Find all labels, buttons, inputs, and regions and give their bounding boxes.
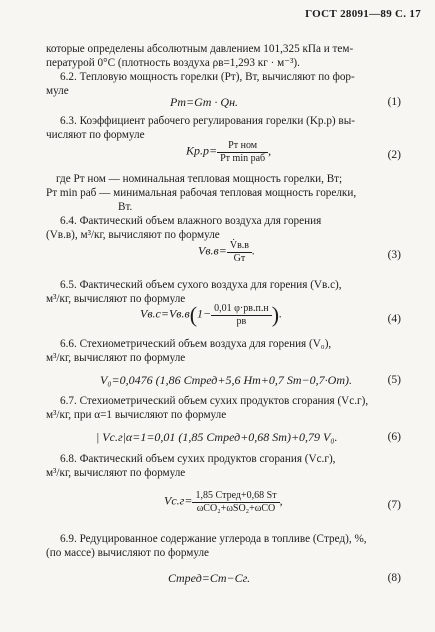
paragraph-6-2: 6.2. Тепловую мощность горелки (Pт), Вт, вычисляют по фор-	[60, 71, 355, 83]
formula-8: Cтред=Cт−Cг.	[168, 571, 251, 585]
paragraph-line: м³/кг, вычисляют по формуле	[46, 467, 186, 479]
fraction-denominator: pв	[236, 315, 247, 327]
formula-7-fraction	[192, 490, 279, 514]
fraction-denominator: Pт min раб	[220, 152, 266, 164]
fraction-denominator: ωCO₂+ωSO₂+ωCO	[196, 502, 276, 514]
definition-line: Вт.	[118, 201, 133, 213]
paragraph-line: (Vв.в), м³/кг, вычисляют по формуле	[46, 229, 220, 241]
definition-line: где Pт ном — номинальная тепловая мощность горелки, Вт;	[56, 173, 343, 185]
formula-7-tail: ,	[279, 493, 283, 508]
paragraph-line: (по массе) вычисляют по формуле	[46, 547, 210, 559]
paragraph-6-4: 6.4. Фактический объем влажного воздуха для горения	[60, 215, 322, 227]
formula-4-inner: 1−	[197, 306, 212, 321]
formula-4-fraction	[211, 303, 272, 327]
fraction-numerator: Pт ном	[217, 140, 268, 153]
fraction-denominator: Gт	[233, 252, 246, 264]
paragraph-line: м³/кг, вычисляют по формуле	[46, 352, 186, 364]
formula-5: V₀=0,0476 (1,86 Cтред+5,6 Hт+0,7 Sт−0,7·Oт).	[100, 373, 352, 387]
formula-2	[186, 140, 271, 164]
fraction-numerator: 0,01 φ·pв.п.н	[211, 303, 272, 316]
formula-3-tail: .	[252, 243, 256, 258]
paragraph-line: м³/кг, при α=1 вычисляют по формуле	[46, 409, 227, 421]
formula-number-4: (4)	[387, 313, 401, 325]
formula-number-1: (1)	[387, 96, 401, 108]
formula-3-fraction	[227, 240, 252, 264]
definition-line: Pт min раб — минимальная рабочая тепловая мощность горелки,	[46, 187, 357, 199]
formula-4-tail: .	[279, 306, 283, 321]
formula-3-lhs: Vв.в=	[198, 243, 227, 258]
formula-number-5: (5)	[387, 374, 401, 386]
paragraph-line: м³/кг, вычисляют по формуле	[46, 293, 186, 305]
page-header: ГОСТ 28091—89 С. 17	[305, 8, 421, 20]
paren-open: (	[189, 302, 198, 327]
formula-7	[164, 490, 283, 514]
paragraph-6-6: 6.6. Стехиометрический объем воздуха для горения (V₀),	[60, 338, 332, 350]
paragraph-6-3: 6.3. Коэффициент рабочего регулирования горелки (Kр.р) вы-	[60, 115, 355, 127]
formula-number-3: (3)	[387, 249, 401, 261]
formula-2-lhs: Kр.р=	[186, 143, 218, 158]
formula-4-lhs: Vв.с=Vв.в	[140, 306, 190, 321]
formula-1: Pт=Gт · Qн.	[170, 95, 239, 109]
formula-number-2: (2)	[387, 149, 401, 161]
paren-close: )	[271, 302, 280, 327]
paragraph-6-5: 6.5. Фактический объем сухого воздуха для горения (Vв.с),	[60, 279, 342, 291]
formula-number-6: (6)	[387, 431, 401, 443]
fraction-numerator: 1,85 Cтред+0,68 Sт	[192, 490, 279, 503]
formula-number-8: (8)	[387, 572, 401, 584]
formula-2-fraction	[217, 140, 268, 164]
paragraph-6-8: 6.8. Фактический объем сухих продуктов сгорания (Vс.г),	[60, 453, 336, 465]
formula-number-7: (7)	[387, 499, 401, 511]
paragraph-line: пературой 0°С (плотность воздуха ρв=1,293 кг · м⁻³).	[46, 57, 300, 69]
paragraph-6-9: 6.9. Редуцированное содержание углерода в топливе (Cтред), %,	[60, 533, 367, 545]
paragraph-line: муле	[46, 85, 69, 97]
paragraph-6-7: 6.7. Стехиометрический объем сухих продуктов сгорания (Vс.г),	[60, 395, 369, 407]
fraction-numerator: V̇в.в	[227, 240, 252, 253]
formula-3	[198, 240, 255, 264]
formula-7-lhs: Vс.г=	[164, 493, 193, 508]
paragraph-line: числяют по формуле	[46, 129, 145, 141]
paragraph-line: которые определены абсолютным давлением 101,325 кПа и тем-	[46, 43, 354, 55]
formula-2-tail: ,	[268, 143, 272, 158]
formula-4	[140, 303, 282, 327]
formula-6: | Vс.г|α=1=0,01 (1,85 Cтред+0,68 Sт)+0,79 V₀.	[96, 430, 338, 444]
